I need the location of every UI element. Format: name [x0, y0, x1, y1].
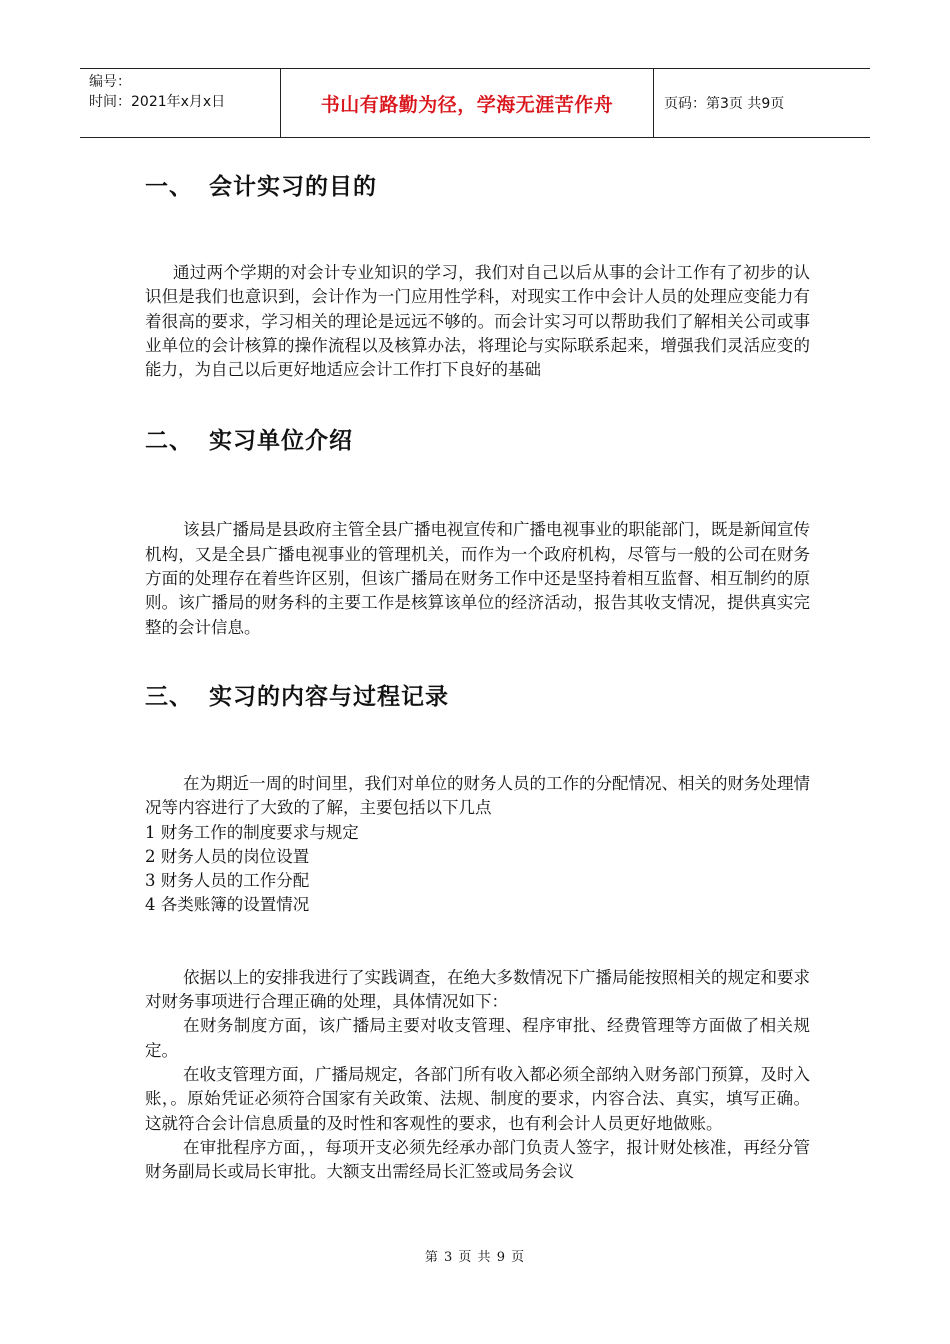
header-meta — [80, 69, 281, 137]
section-number: 三、 — [145, 683, 193, 710]
page-footer: 第 3 页 共 9 页 — [424, 1250, 526, 1265]
section-3-paragraph-1: 依据以上的安排我进行了实践调查，在绝大多数情况下广播局能按照相关的规定和要求对财务事项进行合理正确的处理，具体情况如下： — [145, 967, 810, 1012]
section-number: 二、 — [145, 428, 193, 455]
section-3-intro: 在为期近一周的时间里，我们对单位的财务人员的工作的分配情况、相关的财务处理情况等内容进行了大致的了解，主要包括以下几点 — [145, 773, 810, 818]
list-item: 3 财务人员的工作分配 — [145, 871, 310, 891]
header-motto: 书山有路勤为径，学海无涯苦作舟 — [281, 69, 654, 137]
page-header — [80, 68, 870, 138]
header-page-code: 页码：第3页 共9页 — [664, 96, 785, 112]
section-title: 实习的内容与过程记录 — [209, 683, 449, 710]
section-1-paragraph: 通过两个学期的对会计专业知识的学习，我们对自己以后从事的会计工作有了初步的认识但是我们也意识到，会计作为一门应用性学科，对现实工作中会计人员的处理应变能力有着很高的要求，学习相关的理论是远远不够的。而会计实习可以帮助我们了解相关公司或事业单位的会计核算的操作流程以及核算办法，将理论与实际联系起来，增强我们灵活应变的能力，为自己以后更好地适应会计工作打下良好的基础 — [145, 263, 810, 380]
number-label: 编号： — [89, 74, 131, 90]
section-3-paragraph-4: 在审批程序方面，，每项开支必须先经承办部门负责人签字，报计财处核准，再经分管财务副局长或局长审批。大额支出需经局长汇签或局务会议 — [145, 1137, 810, 1182]
section-3-paragraph-2: 在财务制度方面，该广播局主要对收支管理、程序审批、经费管理等方面做了相关规定。 — [145, 1016, 810, 1060]
date-label: 时间：2021年x月x日 — [89, 94, 226, 110]
section-3-paragraph-3: 在收支管理方面，广播局规定，各部门所有收入都必须全部纳入财务部门预算，及时入账，。原始凭证必须符合国家有关政策、法规、制度的要求，内容合法、真实，填写正确。这就符合会计信息质量的及时性和客观性的要求，也有利会计人员更好地做账。 — [145, 1064, 810, 1133]
section-heading-1 — [145, 162, 810, 212]
section-heading-2 — [145, 416, 810, 466]
section-2-paragraph: 该县广播局是县政府主管全县广播电视宣传和广播电视事业的职能部门，既是新闻宣传机构，又是全县广播电视事业的管理机关，而作为一个政府机构，尽管与一般的公司在财务方面的处理存在着些许区别，但该广播局在财务工作中还是坚持着相互监督、相互制约的原则。该广播局的财务科的主要工作是核算该单位的经济活动，报告其收支情况，提供真实完整的会计信息。 — [145, 520, 810, 637]
section-title: 实习单位介绍 — [209, 428, 353, 455]
list-item: 4 各类账簿的设置情况 — [145, 895, 310, 915]
section-title: 会计实习的目的 — [209, 174, 377, 200]
list-item: 1 财务工作的制度要求与规定 — [145, 822, 359, 842]
list-item: 2 财务人员的岗位设置 — [145, 846, 310, 866]
section-heading-3 — [145, 672, 810, 722]
document-body — [145, 160, 810, 1184]
section-number: 一、 — [145, 174, 193, 200]
